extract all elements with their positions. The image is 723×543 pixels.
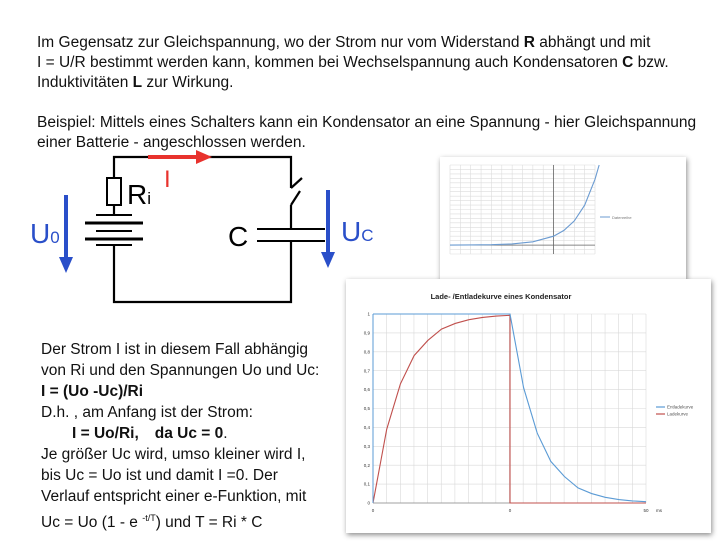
intro-text: Im Gegensatz zur Gleichspannung, wo der Strom nur vom Widerstand bbox=[37, 34, 524, 51]
y-tick-label: 0,1 bbox=[363, 481, 370, 487]
explain-line-6: Je größer Uc wird, umso kleiner wird I, bbox=[41, 446, 306, 463]
cap-voltage-label: UC bbox=[341, 216, 374, 247]
y-tick-label: 0,5 bbox=[363, 406, 370, 412]
legend-label: Ladekurve bbox=[667, 411, 689, 417]
exponential-chart bbox=[440, 157, 686, 280]
resistor-label: Ri bbox=[127, 179, 152, 210]
x-tick-label: 0 bbox=[371, 508, 375, 513]
intro-bold-l: L bbox=[132, 74, 143, 91]
formula-text: I = Uo/Ri, bbox=[72, 425, 139, 442]
x-tick-label: 50 bbox=[643, 508, 649, 513]
y-tick-label: 1 bbox=[367, 311, 370, 317]
intro-text: I = U/R bestimmt werden kann, kommen bei Wechselspannung auch Kondensatoren bbox=[37, 54, 623, 71]
circuit-diagram bbox=[0, 150, 400, 310]
source-voltage-arrow bbox=[59, 195, 73, 273]
example-line-2: einer Batterie - angeschlossen werden. bbox=[37, 134, 306, 151]
intro-line-1 bbox=[37, 33, 650, 54]
capacitor-symbol bbox=[257, 229, 325, 241]
battery-symbol bbox=[85, 215, 143, 245]
current-arrow bbox=[148, 150, 212, 164]
exponential-chart-panel bbox=[440, 157, 686, 280]
explain-formula-initial bbox=[72, 424, 228, 445]
intro-line-2 bbox=[37, 53, 669, 74]
intro-bold-c: C bbox=[622, 54, 634, 71]
intro-text: Induktivitäten bbox=[37, 74, 133, 91]
intro-text: zur Wirkung. bbox=[142, 74, 234, 91]
example-line-1: Beispiel: Mittels eines Schalters kann ein Kondensator an eine Spannung - hier Gleichspannung bbox=[37, 114, 697, 131]
y-tick-label: 0,8 bbox=[363, 349, 370, 355]
resistor-symbol bbox=[107, 178, 121, 205]
intro-bold-r: R bbox=[523, 34, 535, 51]
intro-text: bzw. bbox=[633, 54, 669, 71]
y-tick-label: 0,3 bbox=[363, 443, 370, 449]
x-axis-label: ms bbox=[656, 508, 662, 513]
formula-text: ) und T = Ri * C bbox=[155, 514, 263, 532]
formula-period: . bbox=[223, 425, 228, 442]
explain-line-2: von Ri und den Spannungen Uo und Uc: bbox=[41, 362, 320, 379]
wire-bottom bbox=[114, 241, 291, 302]
source-voltage-label: U0 bbox=[30, 218, 60, 249]
legend-label: Datenreihe bbox=[612, 215, 632, 220]
formula-text: Uc = Uo (1 - e bbox=[41, 514, 143, 532]
y-tick-label: 0,4 bbox=[363, 425, 370, 430]
y-tick-label: 0 bbox=[367, 500, 370, 506]
y-tick-label: 0,2 bbox=[363, 462, 370, 468]
exponent: -t/T bbox=[142, 513, 156, 523]
capacitor-label: C bbox=[228, 221, 249, 252]
explain-line-1: Der Strom I ist in diesem Fall abhängig bbox=[41, 341, 309, 358]
y-tick-label: 0,9 bbox=[363, 330, 370, 336]
switch-symbol bbox=[291, 178, 302, 205]
explain-line-4: D.h. , am Anfang ist der Strom: bbox=[41, 404, 253, 421]
intro-text: abhängt und mit bbox=[534, 34, 651, 51]
formula-text: I = (Uo -Uc)/Ri bbox=[41, 383, 144, 400]
explain-line-9 bbox=[41, 508, 262, 534]
charge-discharge-chart-panel bbox=[346, 279, 711, 533]
charge-discharge-chart bbox=[346, 279, 711, 533]
y-tick-label: 0,7 bbox=[363, 368, 370, 374]
formula-text: da Uc = 0 bbox=[154, 425, 224, 442]
x-tick-label: 0 bbox=[508, 508, 512, 513]
y-tick-label: 0,6 bbox=[363, 387, 370, 393]
explain-formula-current bbox=[41, 382, 143, 403]
current-label: I bbox=[164, 166, 171, 193]
explain-line-7: bis Uc = Uo ist und damit I =0. Der bbox=[41, 467, 278, 484]
explain-line-8: Verlauf entspricht einer e-Funktion, mit bbox=[41, 488, 307, 505]
chart-title: Lade- /Entladekurve eines Kondensator bbox=[430, 292, 572, 301]
legend-label: Entladekurve bbox=[667, 404, 694, 410]
intro-line-3 bbox=[37, 73, 233, 94]
